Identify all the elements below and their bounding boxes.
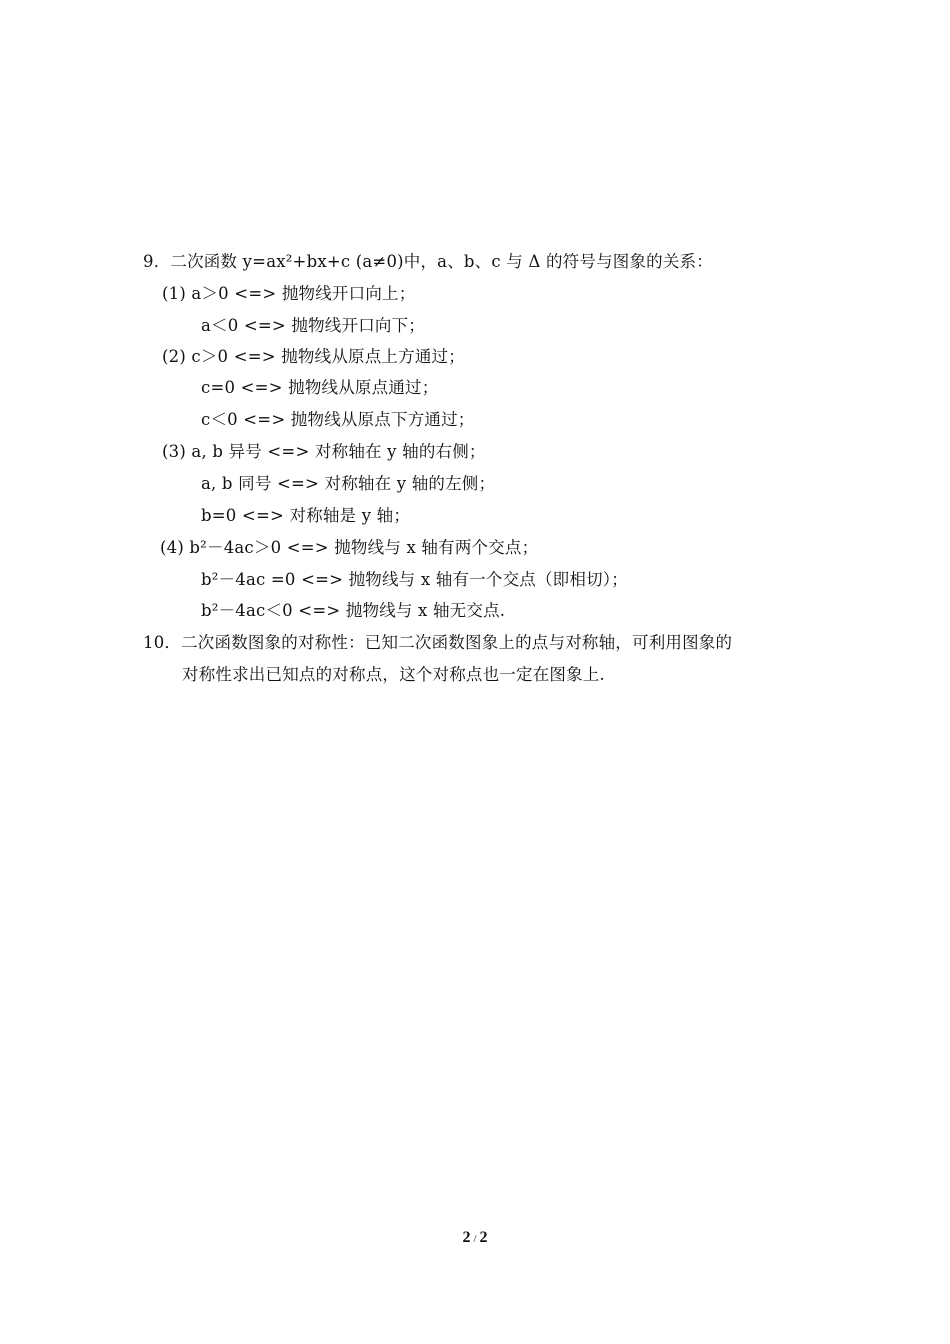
- page-separator: /: [473, 1233, 477, 1245]
- item-10-line-2: 对称性求出已知点的对称点，这个对称点也一定在图象上.: [182, 665, 605, 684]
- item-9-line-11: b²－4ac＜0 <=> 抛物线与 x 轴无交点.: [201, 601, 506, 620]
- item-9-line-6: (3) a, b 异号 <=> 对称轴在 y 轴的右侧；: [162, 442, 486, 461]
- total-page-count: 2: [479, 1229, 488, 1246]
- item-9-line-1: (1) a＞0 <=> 抛物线开口向上；: [162, 284, 416, 303]
- item-9-line-4: c=0 <=> 抛物线从原点通过；: [201, 378, 439, 397]
- item-9-line-7: a, b 同号 <=> 对称轴在 y 轴的左侧；: [201, 474, 496, 493]
- item-9-line-5: c＜0 <=> 抛物线从原点下方通过；: [201, 410, 475, 429]
- current-page-number: 2: [462, 1229, 471, 1246]
- page-number: [0, 1228, 950, 1249]
- item-9-heading: 9．二次函数 y=ax²+bx+c (a≠0)中，a、b、c 与 Δ 的符号与图象的关系：: [143, 252, 713, 271]
- item-9-line-10: b²－4ac =0 <=> 抛物线与 x 轴有一个交点（即相切）；: [201, 570, 628, 589]
- item-9-line-8: b=0 <=> 对称轴是 y 轴；: [201, 506, 411, 525]
- item-9-line-2: a＜0 <=> 抛物线开口向下；: [201, 316, 426, 335]
- item-9-line-3: (2) c＞0 <=> 抛物线从原点上方通过；: [162, 347, 465, 366]
- item-9-line-9: (4) b²－4ac＞0 <=> 抛物线与 x 轴有两个交点；: [160, 538, 539, 557]
- item-10-line-1: 10．二次函数图象的对称性：已知二次函数图象上的点与对称轴，可利用图象的: [143, 633, 733, 652]
